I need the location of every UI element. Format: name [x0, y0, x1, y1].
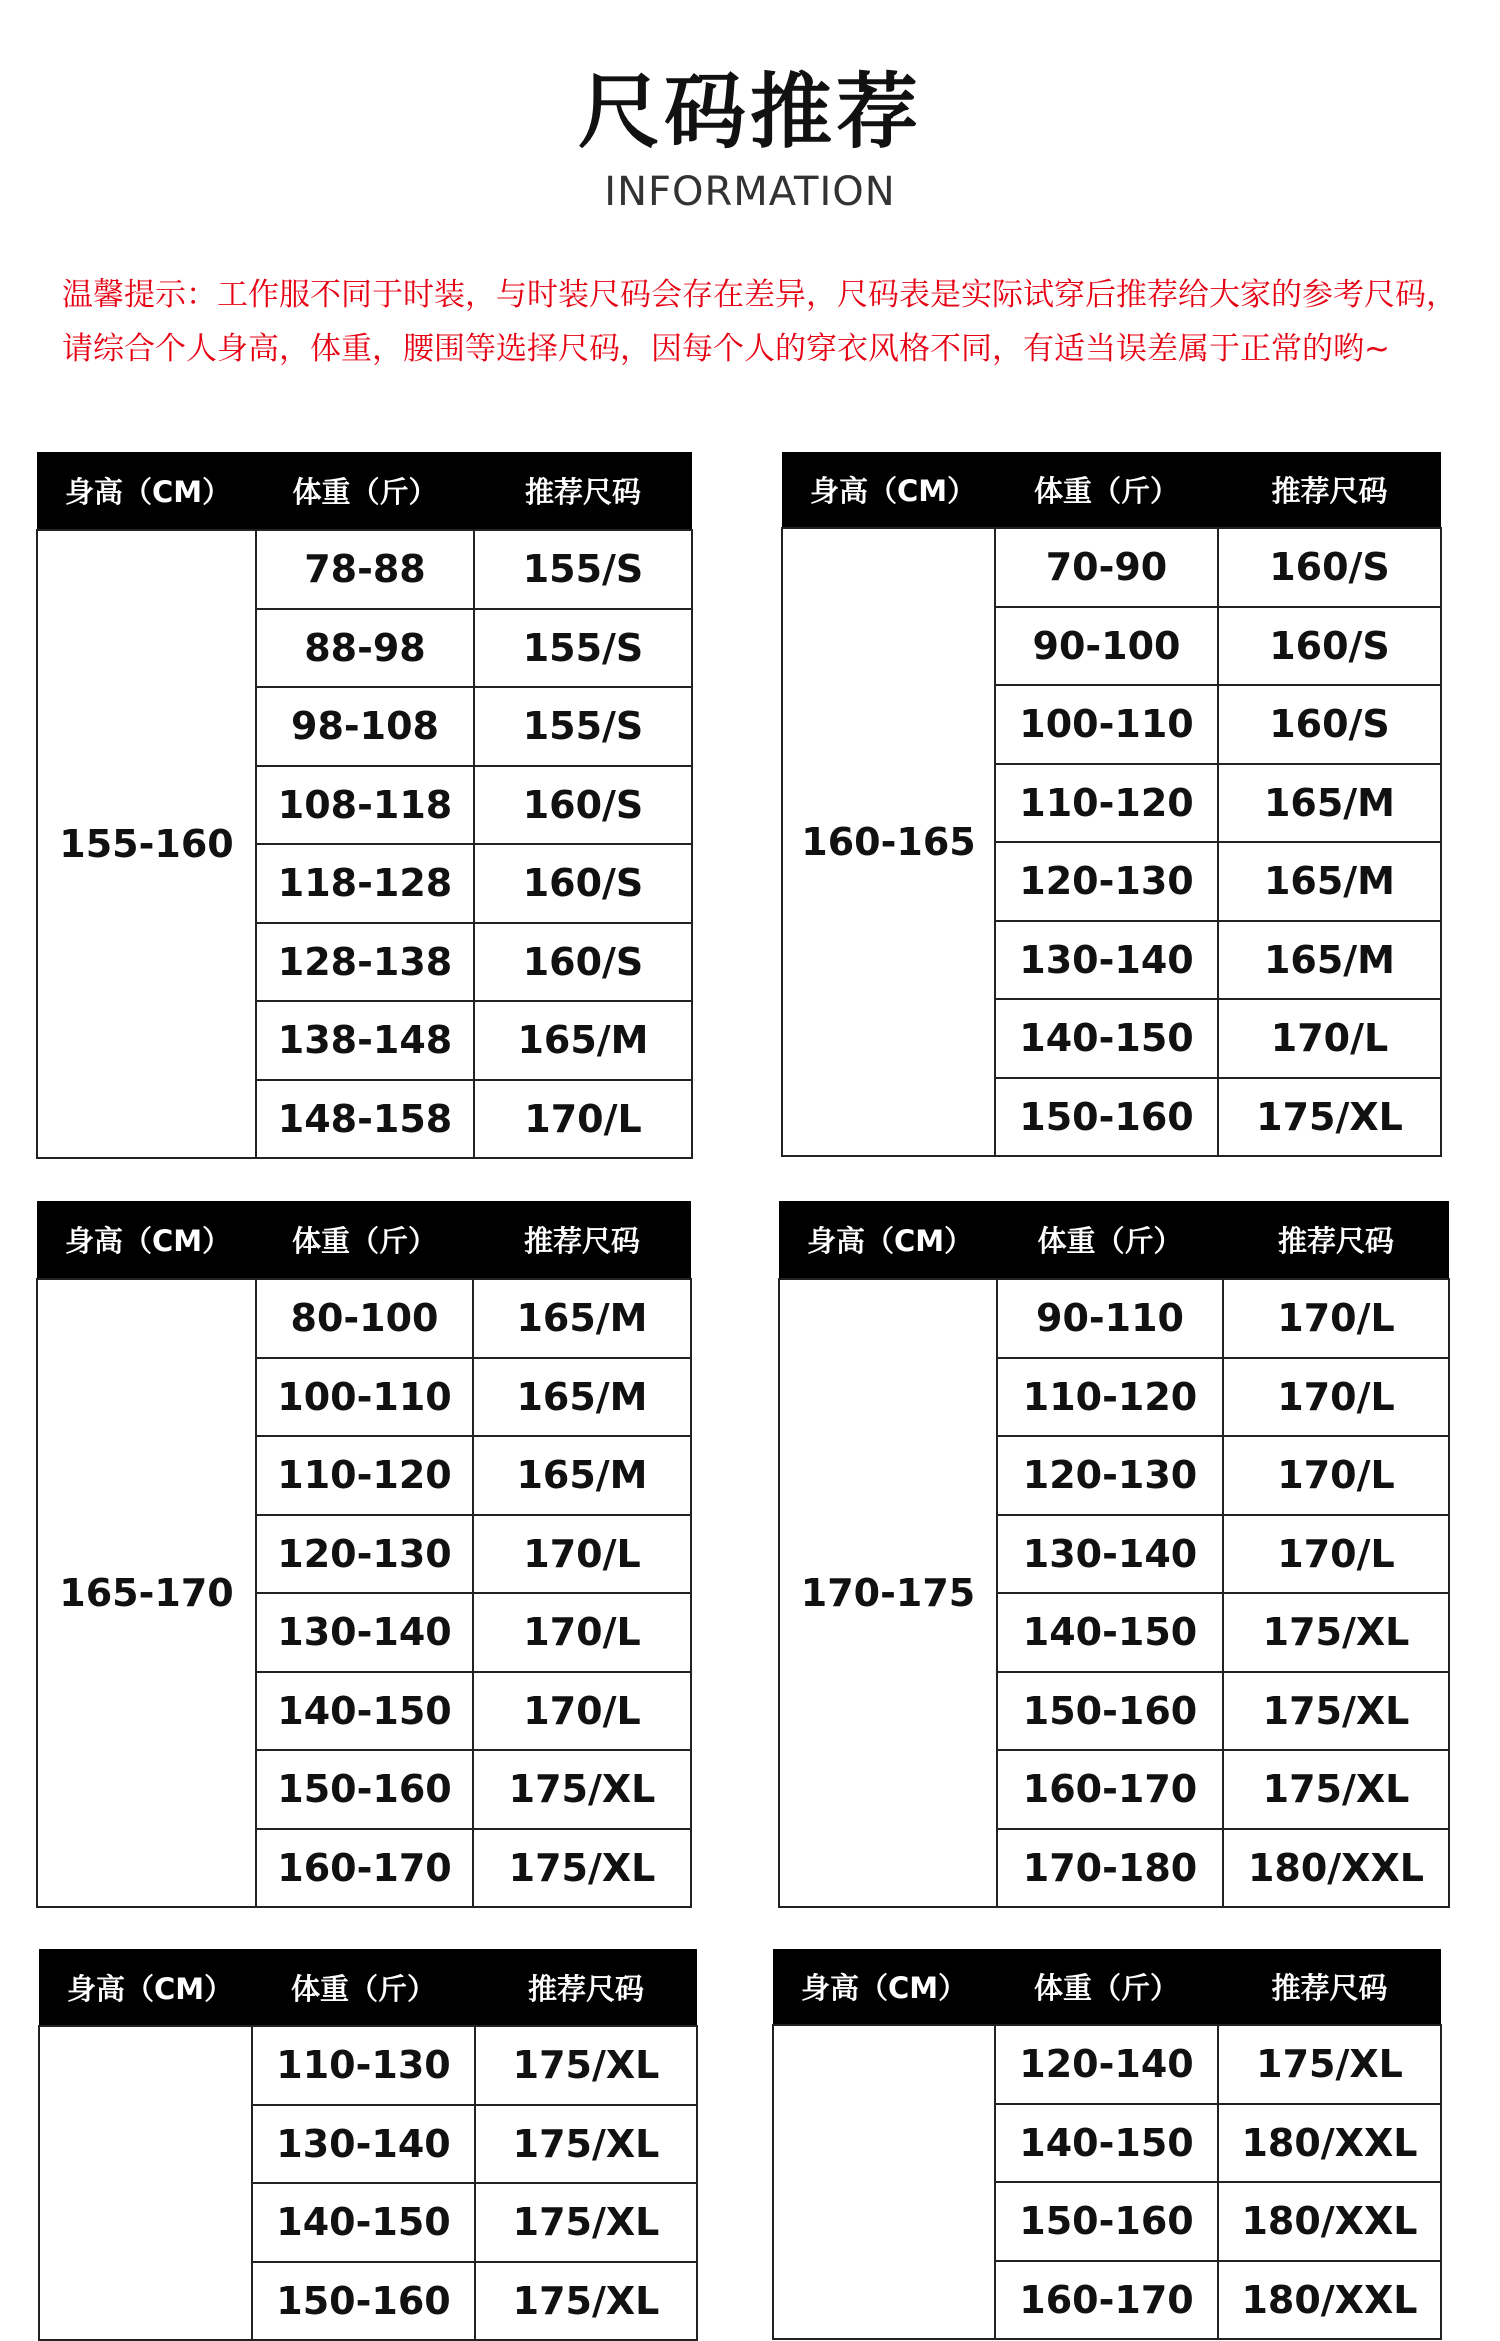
weight-range-cell: 140-150	[995, 2104, 1218, 2183]
weight-column-header: 体重（斤）	[995, 452, 1218, 528]
height-range-cell: 155-160	[37, 530, 256, 1158]
recommended-size-cell: 175/XL	[473, 1750, 691, 1829]
height-column-header: 身高（CM）	[782, 452, 995, 528]
table-row	[37, 530, 692, 609]
height-column-header: 身高（CM）	[39, 1949, 252, 2026]
recommended-size-cell: 170/L	[1223, 1436, 1449, 1515]
recommended-size-cell: 170/L	[1223, 1279, 1449, 1358]
recommended-size-cell: 170/L	[473, 1593, 691, 1672]
weight-range-cell: 88-98	[256, 609, 474, 688]
weight-range-cell: 120-130	[997, 1436, 1223, 1515]
weight-range-cell: 128-138	[256, 923, 474, 1002]
weight-column-header: 体重（斤）	[256, 452, 474, 530]
size-notice: 温馨提示：工作服不同于时装，与时装尺码会存在差异，尺码表是实际试穿后推荐给大家的参考尺码，请综合个人身高，体重，腰围等选择尺码，因每个人的穿衣风格不同，有适当误差属于正常的哟~	[62, 277, 1457, 367]
recommended-size-cell: 175/XL	[475, 2105, 697, 2184]
recommended-size-cell: 180/XXL	[1223, 1829, 1449, 1908]
recommended-size-cell: 180/XXL	[1218, 2261, 1441, 2340]
table-row	[779, 1279, 1449, 1358]
recommended-size-cell: 175/XL	[475, 2262, 697, 2341]
weight-column-header: 体重（斤）	[997, 1201, 1223, 1279]
table-row	[37, 1279, 691, 1358]
weight-range-cell: 140-150	[995, 999, 1218, 1078]
recommended-size-cell: 160/S	[1218, 528, 1441, 607]
weight-range-cell: 160-170	[997, 1750, 1223, 1829]
recommended-size-cell: 155/S	[474, 687, 692, 766]
height-range-cell	[39, 2026, 252, 2340]
size-column-header: 推荐尺码	[473, 1201, 691, 1279]
recommended-size-cell: 170/L	[473, 1515, 691, 1594]
weight-range-cell: 120-130	[256, 1515, 473, 1594]
recommended-size-cell: 160/S	[474, 844, 692, 923]
recommended-size-cell: 175/XL	[473, 1829, 691, 1908]
weight-range-cell: 118-128	[256, 844, 474, 923]
recommended-size-cell: 160/S	[1218, 607, 1441, 686]
height-column-header: 身高（CM）	[37, 452, 256, 530]
height-column-header: 身高（CM）	[37, 1201, 256, 1279]
recommended-size-cell: 165/M	[473, 1358, 691, 1437]
weight-range-cell: 100-110	[256, 1358, 473, 1437]
weight-range-cell: 150-160	[256, 1750, 473, 1829]
recommended-size-cell: 175/XL	[1218, 2025, 1441, 2104]
recommended-size-cell: 155/S	[474, 530, 692, 609]
recommended-size-cell: 175/XL	[1218, 1078, 1441, 1157]
height-range-cell: 170-175	[779, 1279, 997, 1907]
recommended-size-cell: 160/S	[474, 766, 692, 845]
recommended-size-cell: 175/XL	[1223, 1672, 1449, 1751]
recommended-size-cell: 170/L	[473, 1672, 691, 1751]
table-row	[39, 2026, 697, 2105]
weight-range-cell: 110-120	[256, 1436, 473, 1515]
weight-range-cell: 150-160	[995, 1078, 1218, 1157]
weight-column-header: 体重（斤）	[995, 1949, 1218, 2025]
recommended-size-cell: 175/XL	[1223, 1593, 1449, 1672]
height-range-cell: 160-165	[782, 528, 995, 1156]
size-table	[38, 1949, 698, 2341]
weight-range-cell: 130-140	[252, 2105, 475, 2184]
weight-range-cell: 120-140	[995, 2025, 1218, 2104]
weight-column-header: 体重（斤）	[252, 1949, 475, 2026]
table-row	[782, 528, 1441, 607]
recommended-size-cell: 165/M	[1218, 842, 1441, 921]
recommended-size-cell: 165/M	[474, 1001, 692, 1080]
recommended-size-cell: 160/S	[474, 923, 692, 1002]
weight-range-cell: 130-140	[256, 1593, 473, 1672]
size-column-header: 推荐尺码	[474, 452, 692, 530]
recommended-size-cell: 175/XL	[475, 2183, 697, 2262]
weight-range-cell: 110-120	[995, 764, 1218, 843]
recommended-size-cell: 175/XL	[475, 2026, 697, 2105]
weight-range-cell: 148-158	[256, 1080, 474, 1159]
weight-range-cell: 98-108	[256, 687, 474, 766]
page-title: 尺码推荐	[577, 65, 922, 160]
weight-range-cell: 110-130	[252, 2026, 475, 2105]
recommended-size-cell: 165/M	[1218, 764, 1441, 843]
recommended-size-cell: 170/L	[1223, 1358, 1449, 1437]
weight-range-cell: 70-90	[995, 528, 1218, 607]
size-table	[781, 452, 1442, 1157]
recommended-size-cell: 180/XXL	[1218, 2104, 1441, 2183]
weight-range-cell: 150-160	[252, 2262, 475, 2341]
weight-range-cell: 170-180	[997, 1829, 1223, 1908]
weight-range-cell: 150-160	[997, 1672, 1223, 1751]
recommended-size-cell: 155/S	[474, 609, 692, 688]
recommended-size-cell: 165/M	[473, 1436, 691, 1515]
height-range-cell	[773, 2025, 995, 2339]
weight-column-header: 体重（斤）	[256, 1201, 473, 1279]
recommended-size-cell: 160/S	[1218, 685, 1441, 764]
weight-range-cell: 160-170	[256, 1829, 473, 1908]
size-table	[772, 1949, 1442, 2340]
height-column-header: 身高（CM）	[773, 1949, 995, 2025]
size-table	[778, 1201, 1450, 1908]
height-column-header: 身高（CM）	[779, 1201, 997, 1279]
weight-range-cell: 150-160	[995, 2182, 1218, 2261]
recommended-size-cell: 170/L	[1223, 1515, 1449, 1594]
recommended-size-cell: 175/XL	[1223, 1750, 1449, 1829]
recommended-size-cell: 170/L	[1218, 999, 1441, 1078]
weight-range-cell: 100-110	[995, 685, 1218, 764]
table-row	[773, 2025, 1441, 2104]
weight-range-cell: 110-120	[997, 1358, 1223, 1437]
size-column-header: 推荐尺码	[1223, 1201, 1449, 1279]
weight-range-cell: 130-140	[995, 921, 1218, 1000]
size-column-header: 推荐尺码	[475, 1949, 697, 2026]
weight-range-cell: 160-170	[995, 2261, 1218, 2340]
weight-range-cell: 130-140	[997, 1515, 1223, 1594]
size-column-header: 推荐尺码	[1218, 452, 1441, 528]
weight-range-cell: 80-100	[256, 1279, 473, 1358]
height-range-cell: 165-170	[37, 1279, 256, 1907]
weight-range-cell: 120-130	[995, 842, 1218, 921]
weight-range-cell: 78-88	[256, 530, 474, 609]
weight-range-cell: 140-150	[997, 1593, 1223, 1672]
weight-range-cell: 138-148	[256, 1001, 474, 1080]
recommended-size-cell: 170/L	[474, 1080, 692, 1159]
size-table	[36, 1201, 692, 1908]
page-subtitle: INFORMATION	[604, 169, 896, 215]
weight-range-cell: 90-100	[995, 607, 1218, 686]
recommended-size-cell: 165/M	[473, 1279, 691, 1358]
size-column-header: 推荐尺码	[1218, 1949, 1441, 2025]
weight-range-cell: 108-118	[256, 766, 474, 845]
size-table	[36, 452, 693, 1159]
weight-range-cell: 140-150	[252, 2183, 475, 2262]
recommended-size-cell: 165/M	[1218, 921, 1441, 1000]
weight-range-cell: 140-150	[256, 1672, 473, 1751]
weight-range-cell: 90-110	[997, 1279, 1223, 1358]
recommended-size-cell: 180/XXL	[1218, 2182, 1441, 2261]
